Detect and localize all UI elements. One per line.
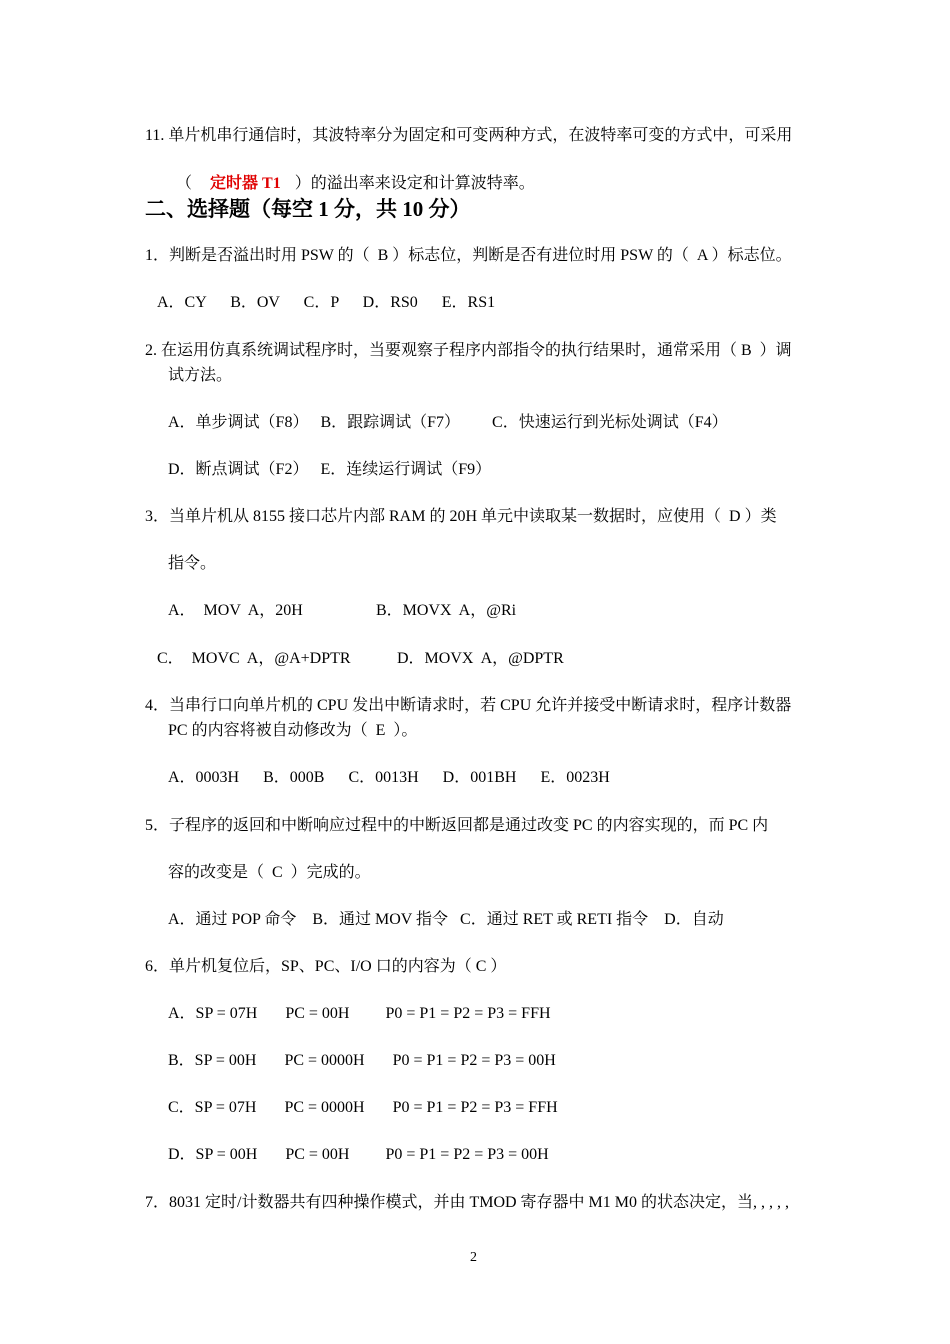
q3-option-c: C． MOVC A，@A+DPTR xyxy=(157,650,351,667)
q6-option-a: A．SP = 07H PC = 00H P0 = P1 = P2 = P3 = FFH xyxy=(168,1005,551,1022)
q2-line1: 2. 在运用仿真系统调试程序时，当要观察子程序内部指令的执行结果时，通常采用（ B ）调 xyxy=(145,342,792,359)
q11-answer: 定时器 T1 xyxy=(210,175,281,192)
q4-options: A．0003H B．000B C．0013H D．001BH E．0023H xyxy=(168,769,610,786)
q3-option-b: B．MOVX A，@Ri xyxy=(376,602,517,619)
q6-option-b: B．SP = 00H PC = 0000H P0 = P1 = P2 = P3 = 00H xyxy=(168,1052,556,1069)
q3-line1: 3．当单片机从 8155 接口芯片内部 RAM 的 20H 单元中读取某一数据时，应使用（ D ）类 xyxy=(145,508,777,525)
q6-text: 6．单片机复位后，SP、PC、I/O 口的内容为（ C ） xyxy=(145,958,507,975)
q11-open-paren: （ xyxy=(176,175,193,192)
q3-option-a: A． MOV A，20H xyxy=(168,602,303,619)
q11-line2 xyxy=(168,151,535,195)
q4-line1: 4．当串行口向单片机的 CPU 发出中断请求时，若 CPU 允许并接受中断请求时，程序计数器 xyxy=(145,697,792,714)
section-heading: 二、选择题（每空 1 分，共 10 分） xyxy=(145,197,471,221)
q5-options: A．通过 POP 命令 B．通过 MOV 指令 C．通过 RET 或 RETI 指令 D．自动 xyxy=(168,911,724,928)
page-number: 2 xyxy=(470,1250,477,1265)
q6-option-d: D．SP = 00H PC = 00H P0 = P1 = P2 = P3 = 00H xyxy=(168,1146,549,1163)
q5-line1: 5．子程序的返回和中断响应过程中的中断返回都是通过改变 PC 的内容实现的，而 PC 内 xyxy=(145,817,769,834)
q3-option-d: D．MOVX A，@DPTR xyxy=(397,650,564,667)
q2-line2: 试方法。 xyxy=(168,367,233,384)
q1-text: 1．判断是否溢出时用 PSW 的（ B ）标志位，判断是否有进位时用 PSW 的（ A ）标志位。 xyxy=(145,247,792,264)
q4-line2: PC 的内容将被自动修改为（ E ）。 xyxy=(168,722,418,739)
q3-line2: 指令。 xyxy=(168,555,217,572)
q2-options-2: D．断点调试（F2） E．连续运行调试（F9） xyxy=(168,461,492,478)
q6-option-c: C．SP = 07H PC = 0000H P0 = P1 = P2 = P3 = FFH xyxy=(168,1099,558,1116)
q11-line2-rest: ）的溢出率来设定和计算波特率。 xyxy=(294,175,535,192)
q5-line2: 容的改变是（ C ）完成的。 xyxy=(168,864,371,881)
q11-line1: 11. 单片机串行通信时，其波特率分为固定和可变两种方式，在波特率可变的方式中，可采用 xyxy=(145,127,793,144)
q2-options-1: A．单步调试（F8） B．跟踪调试（F7） C．快速运行到光标处调试（F4） xyxy=(168,414,728,431)
q1-options: A．CY B．OV C．P D．RS0 E．RS1 xyxy=(157,294,496,311)
q7-text: 7．8031 定时/计数器共有四种操作模式，并由 TMOD 寄存器中 M1 M0 的状态决定，当, , , , , xyxy=(145,1194,790,1211)
